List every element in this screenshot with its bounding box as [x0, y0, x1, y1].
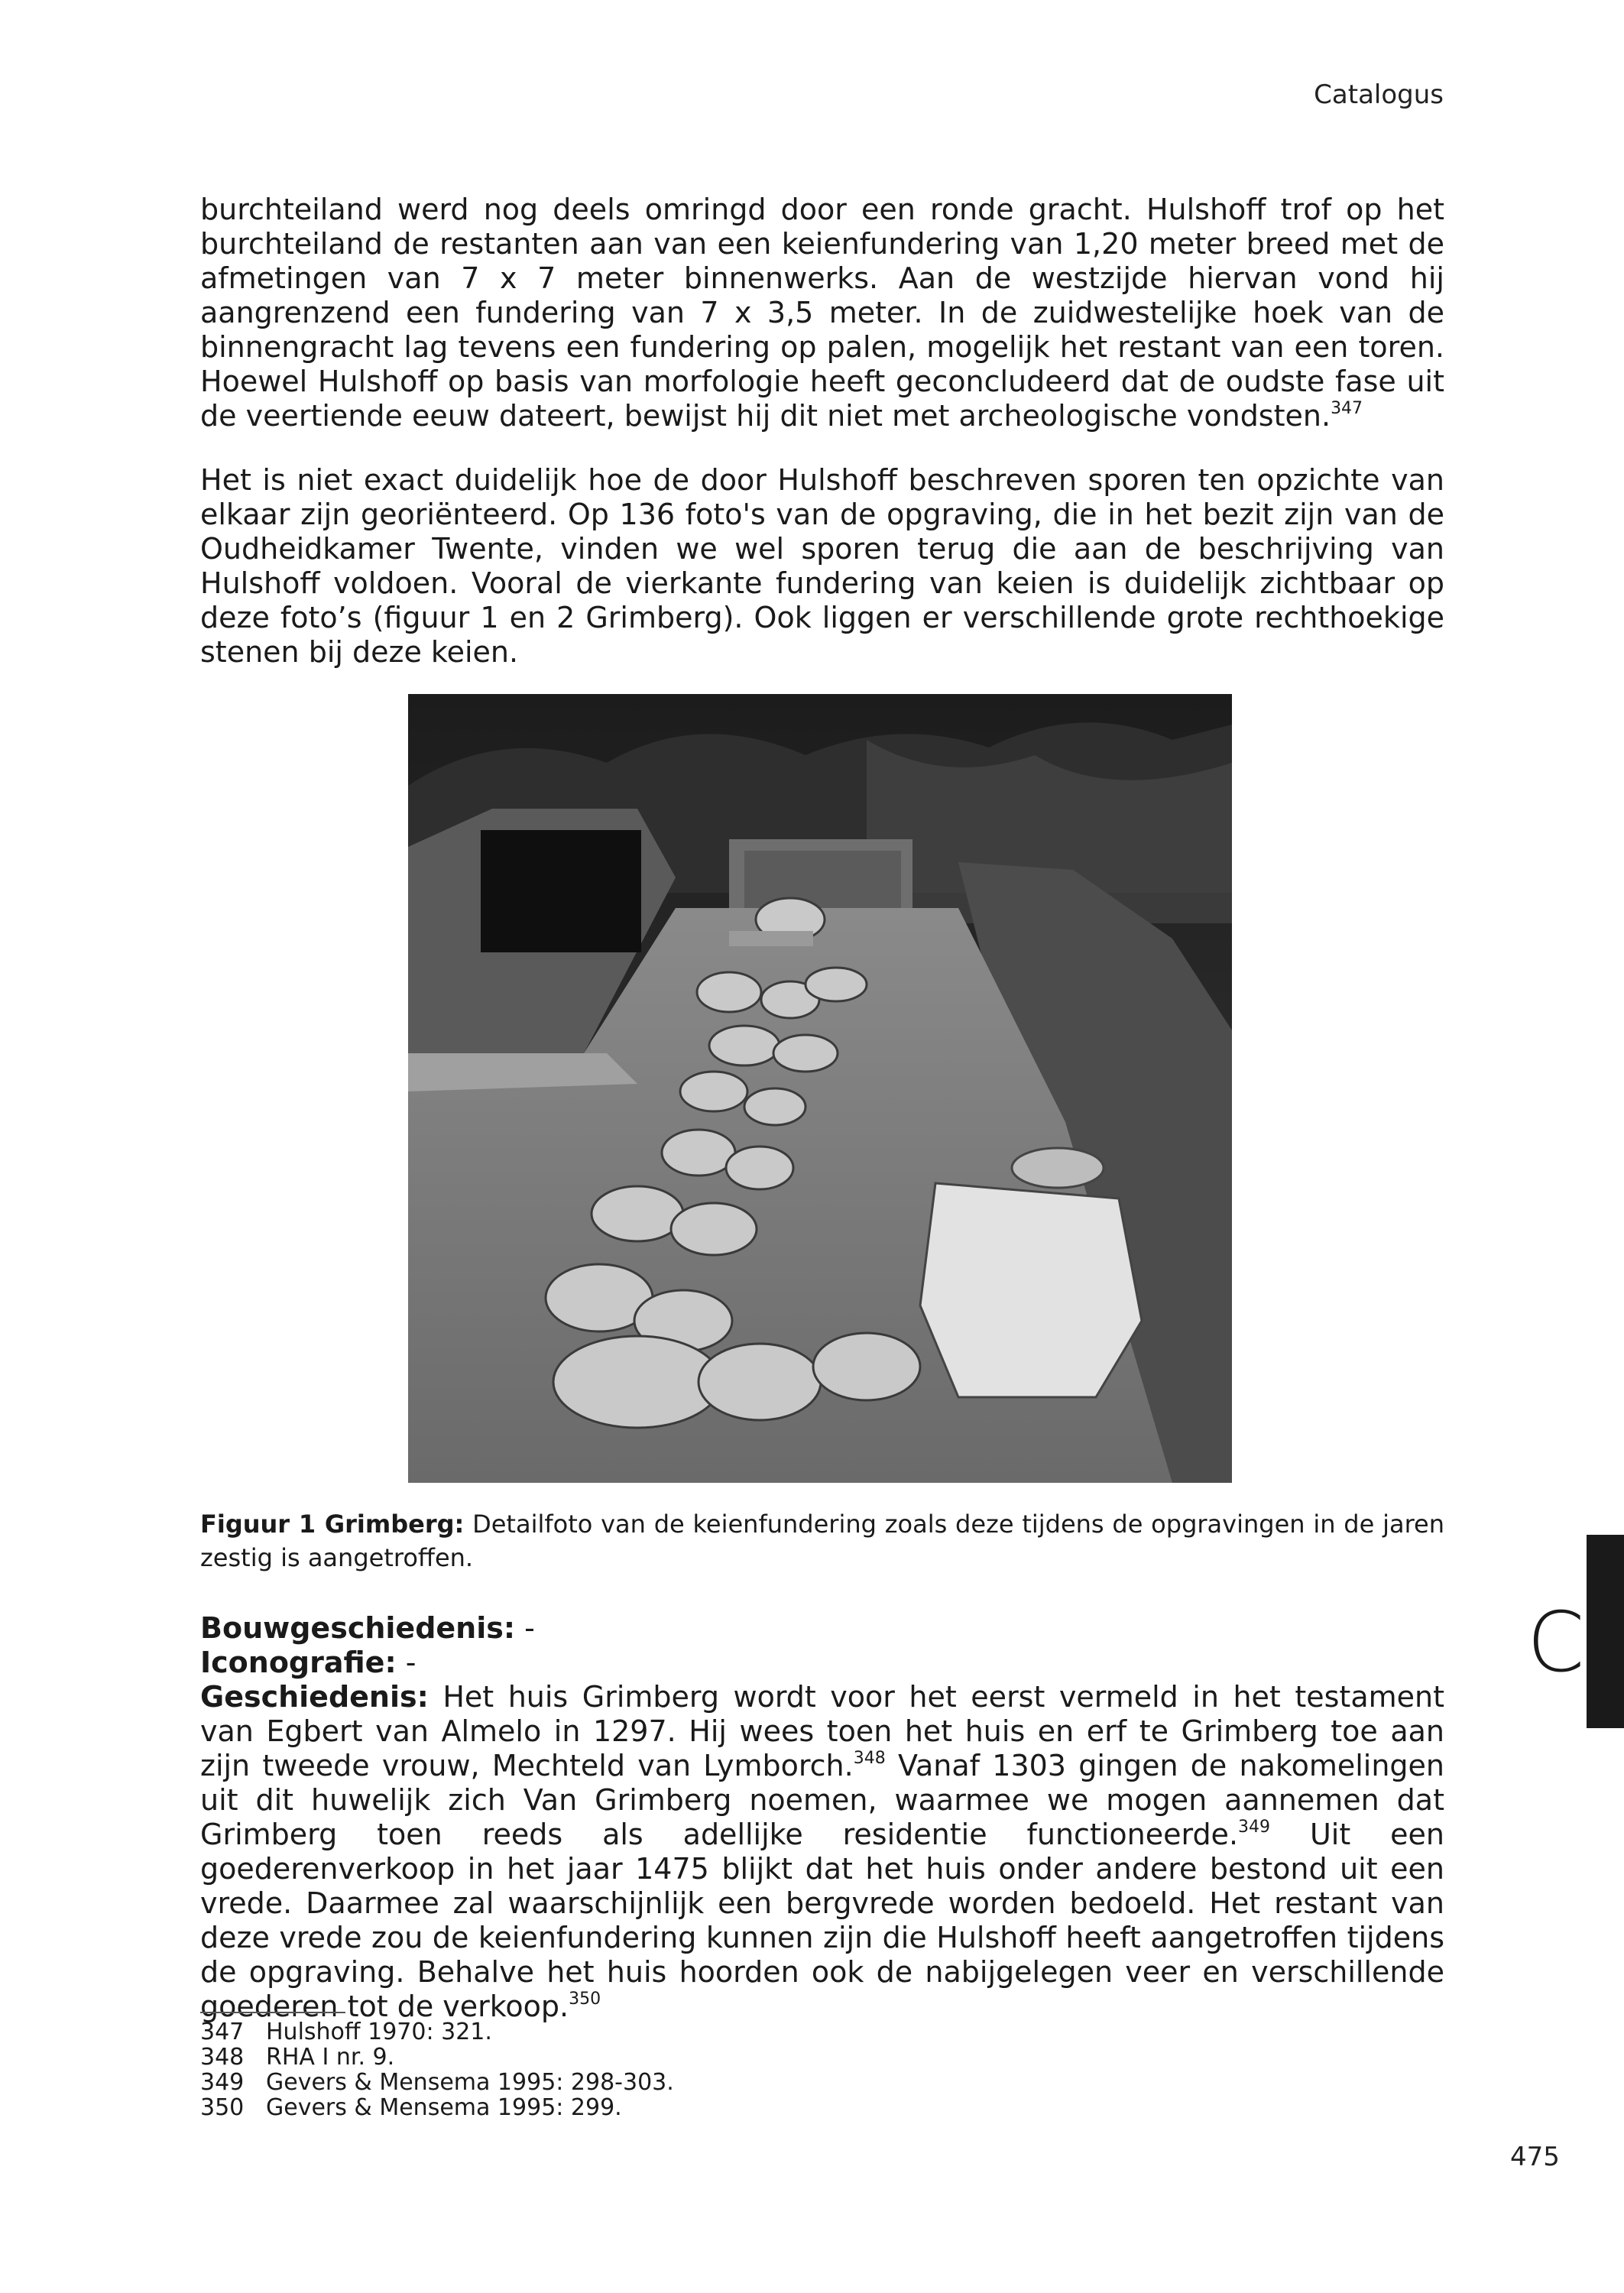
- iconografie-value: -: [396, 1646, 417, 1679]
- section-letter: C: [1527, 1595, 1585, 1691]
- footnote-item: [200, 2095, 1117, 2120]
- geschiedenis-paragraph: [200, 1680, 1444, 2024]
- section-thumb-tab: [1587, 1535, 1624, 1728]
- footnote-item: [200, 2019, 1117, 2045]
- bouwgeschiedenis-line: [200, 1611, 1444, 1646]
- footnote-number: 350: [200, 2094, 245, 2121]
- excavation-photo-image: [408, 694, 1232, 1483]
- excavation-photo: [408, 694, 1232, 1483]
- paragraph-burchteiland: [200, 193, 1444, 433]
- paragraph-photos: Het is niet exact duidelijk hoe de door Hulshoff beschreven sporen ten opzichte van elkaar zijn georiënteerd. Op 136 foto's van de opgraving, die in het bezit zijn van de Oudheidkamer Twente, vinden we wel sporen terug die aan de beschrijving van Hulshoff voldoen. Vooral de vierkante fundering van keien is duidelijk zichtbaar op deze foto’s (figuur 1 en 2 Grimberg). Ook liggen er verschillende grote rechthoekige stenen bij deze keien.: [200, 463, 1444, 669]
- footnote-ref: 348: [853, 1749, 886, 1768]
- footnotes: [200, 2019, 1117, 2120]
- running-header: Catalogus: [1314, 79, 1444, 110]
- footnote-text: Gevers & Mensema 1995: 298-303.: [266, 2069, 674, 2096]
- paragraph-text: burchteiland werd nog deels omringd door een ronde gracht. Hulshoff trof op het burchteiland de restanten aan van een keienfundering van 1,20 meter breed met de afmetingen van 7 x 7 meter binnenwerks. Aan de westzijde hiervan vond hij aangrenzend een fundering van 7 x 3,5 meter. In de zuidwestelijke hoek van de binnengracht lag tevens een fundering op palen, mogelijk het restant van een toren. Hoewel Hulshoff op basis van morfologie heeft geconcludeerd dat de oudste fase uit de veertiende eeuw dateert, bewijst hij dit niet met archeologische vondsten.: [200, 193, 1444, 433]
- figure-caption: [200, 1507, 1444, 1575]
- footnote-number: 348: [200, 2044, 245, 2071]
- geschiedenis-text-2: Vanaf 1303 gingen de nakomelingen uit dit huwelijk zich Van Grimberg noemen, waarmee we mogen aannemen dat Grimberg toen reeds als adellijke residentie functioneerde.: [200, 1749, 1445, 1851]
- footnote-text: Hulshoff 1970: 321.: [266, 2019, 492, 2045]
- caption-text: Detailfoto van de keienfundering zoals deze tijdens de opgravingen in de jaren zestig is aangetroffen.: [200, 1510, 1445, 1572]
- footnote-divider: [200, 2012, 345, 2013]
- footnote-text: RHA I nr. 9.: [266, 2044, 395, 2071]
- footnote-text: Gevers & Mensema 1995: 299.: [266, 2094, 622, 2121]
- page-number: 475: [1510, 2142, 1560, 2172]
- bouwgeschiedenis-value: -: [515, 1611, 535, 1645]
- geschiedenis-label: Geschiedenis:: [200, 1680, 429, 1714]
- footnote-number: 349: [200, 2069, 245, 2096]
- catalogue-sections: [200, 1611, 1444, 2024]
- geschiedenis-text-1: Het huis Grimberg wordt voor het eerst vermeld in het testament van Egbert van Almelo in 1297. Hij wees toen het huis en erf te Grimberg toe aan zijn tweede vrouw, Mechteld van Lymborch.: [200, 1680, 1444, 1782]
- bouwgeschiedenis-label: Bouwgeschiedenis:: [200, 1611, 516, 1645]
- footnote-item: [200, 2070, 1117, 2095]
- geschiedenis-text-3: Uit een goederenverkoop in het jaar 1475 blijkt dat het huis onder andere bestond uit een vrede. Daarmee zal waarschijnlijk een bergvrede worden bedoeld. Het restant van deze vrede zou de keienfundering kunnen zijn die Hulshoff heeft aangetroffen tijdens de opgraving. Behalve het huis hoorden ook de nabijgelegen veer en verschillende goederen tot de verkoop.: [200, 1818, 1445, 2023]
- iconografie-label: Iconografie:: [200, 1646, 397, 1679]
- footnote-ref: 347: [1331, 399, 1363, 418]
- footnote-ref: 349: [1238, 1818, 1271, 1837]
- footnote-item: [200, 2045, 1117, 2070]
- footnote-ref: 350: [569, 1990, 601, 2009]
- caption-label: Figuur 1 Grimberg:: [200, 1510, 465, 1539]
- iconografie-line: [200, 1646, 1444, 1680]
- footnote-number: 347: [200, 2019, 245, 2045]
